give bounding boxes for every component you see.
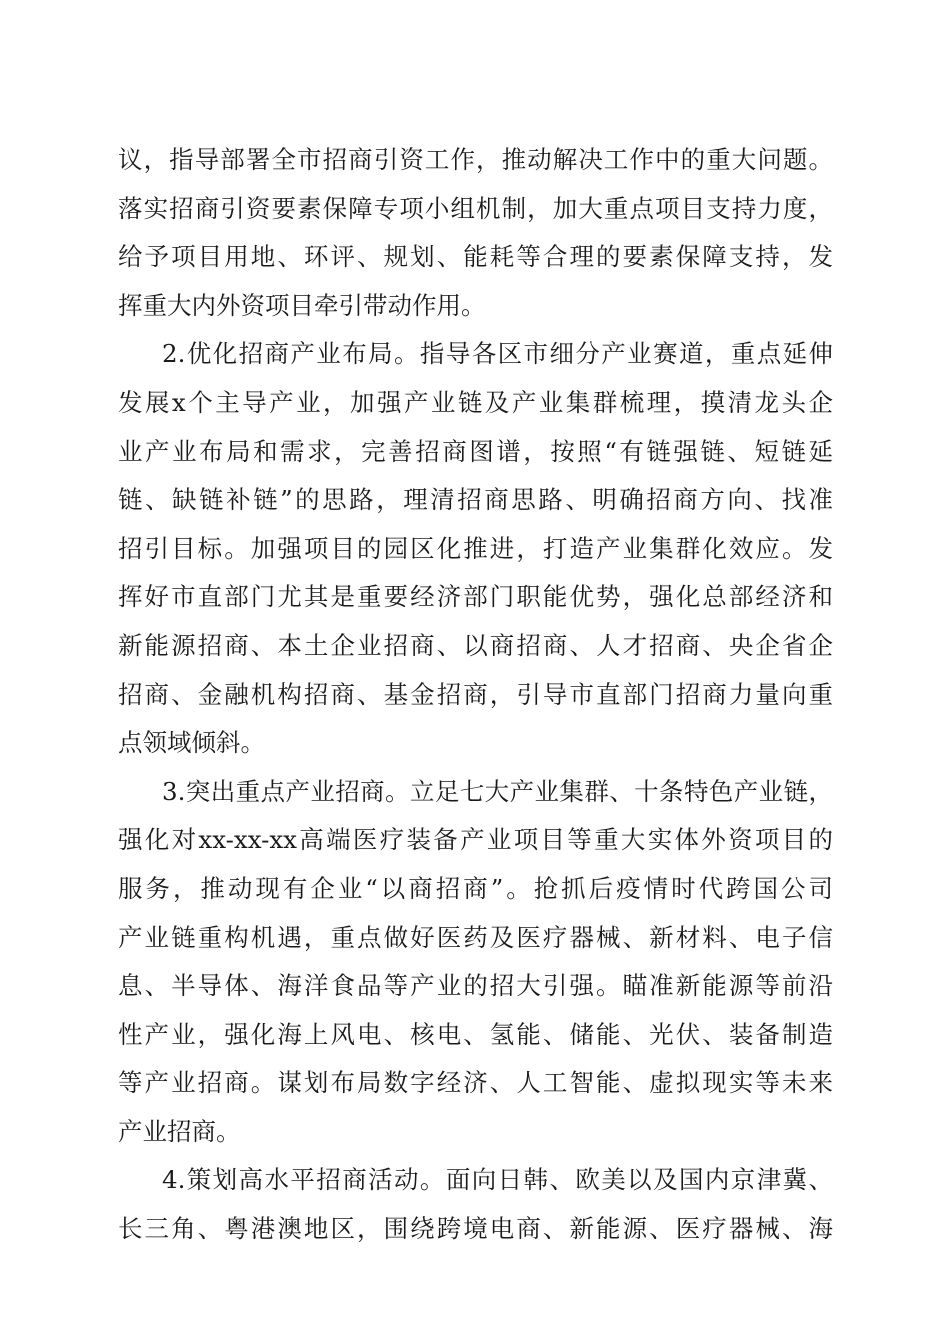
text-line: 产业招商。 xyxy=(118,1116,241,1146)
text-line: 性产业，强化海上风电、核电、氢能、储能、光伏、装备制造 xyxy=(118,1019,833,1049)
text-line: 等产业招商。谋划布局数字经济、人工智能、虚拟现实等未来 xyxy=(118,1068,833,1098)
text-line: 点领域倾斜。 xyxy=(118,728,265,758)
text-line: 发展x个主导产业，加强产业链及产业集群梳理，摸清龙头企 xyxy=(118,387,833,417)
text-line: 链、缺链补链”的思路，理清招商思路、明确招商方向、找准 xyxy=(118,485,833,515)
text-line: 息、半导体、海洋食品等产业的招大引强。瞄准新能源等前沿 xyxy=(118,971,833,1001)
text-line: 产业链重构机遇，重点做好医药及医疗器械、新材料、电子信 xyxy=(118,922,833,952)
text-line: 强化对xx-xx-xx高端医疗装备产业项目等重大实体外资项目的 xyxy=(118,825,833,855)
text-line: 3.突出重点产业招商。立足七大产业集群、十条特色产业链， xyxy=(162,776,833,806)
text-line: 招引目标。加强项目的园区化推进，打造产业集群化效应。发 xyxy=(118,533,833,563)
text-line: 挥重大内外资项目牵引带动作用。 xyxy=(118,290,486,320)
text-line: 服务，推动现有企业“以商招商”。抢抓后疫情时代跨国公司 xyxy=(118,873,833,903)
text-line: 挥好市直部门尤其是重要经济部门职能优势，强化总部经济和 xyxy=(118,582,833,612)
document-body xyxy=(118,136,833,1254)
text-line: 新能源招商、本土企业招商、以商招商、人才招商、央企省企 xyxy=(118,630,833,660)
text-line: 议，指导部署全市招商引资工作，推动解决工作中的重大问题。 xyxy=(118,145,833,174)
text-line: 长三角、粤港澳地区，围绕跨境电商、新能源、医疗器械、海 xyxy=(118,1214,833,1244)
text-line: 落实招商引资要素保障专项小组机制，加大重点项目支持力度， xyxy=(118,193,833,223)
text-line: 业产业布局和需求，完善招商图谱，按照“有链强链、短链延 xyxy=(118,436,833,466)
text-line: 2.优化招商产业布局。指导各区市细分产业赛道，重点延伸 xyxy=(162,339,833,369)
text-line: 招商、金融机构招商、基金招商，引导市直部门招商力量向重 xyxy=(118,679,833,709)
text-line: 给予项目用地、环评、规划、能耗等合理的要素保障支持，发 xyxy=(118,242,833,272)
text-line: 4.策划高水平招商活动。面向日韩、欧美以及国内京津冀、 xyxy=(162,1165,833,1195)
